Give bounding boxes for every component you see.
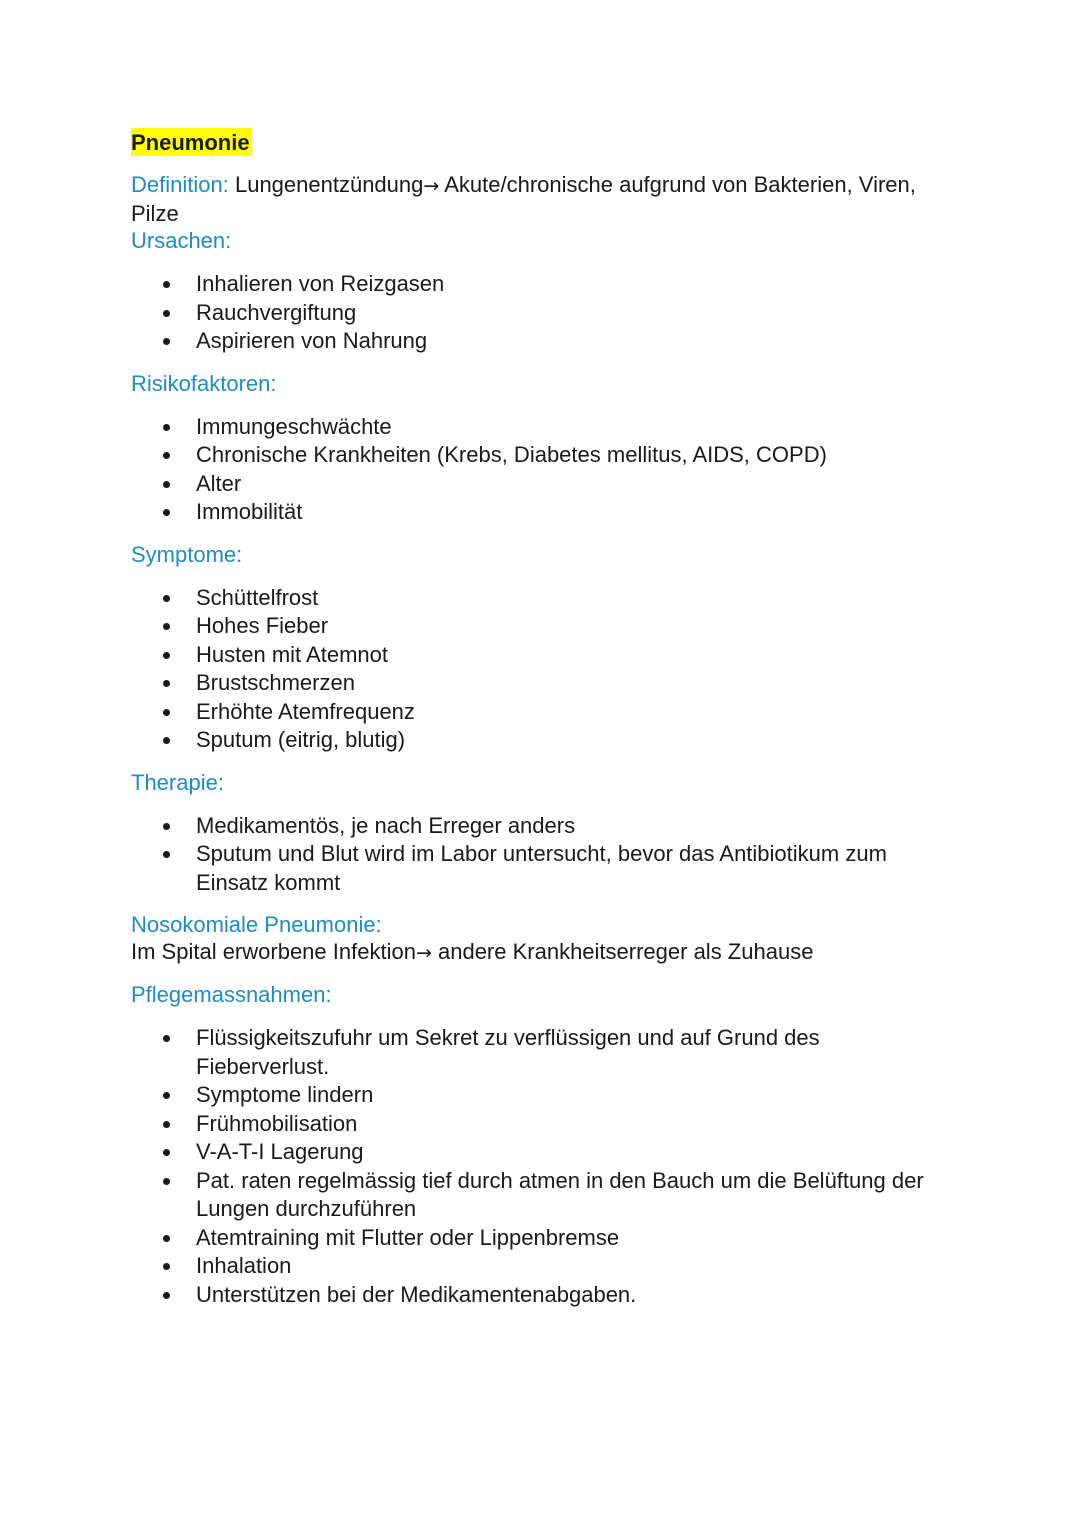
- list-item: [131, 299, 941, 328]
- bullet-icon: [163, 1149, 170, 1156]
- arrow-icon: →: [415, 942, 432, 964]
- list-item-text: Immobilität: [196, 499, 303, 524]
- list-item: [131, 327, 941, 356]
- bullet-icon: [163, 1292, 170, 1299]
- list-item-text: Aspirieren von Nahrung: [196, 328, 428, 353]
- list-item: [131, 1138, 941, 1167]
- list-item-text: Erhöhte Atemfrequenz: [196, 698, 415, 724]
- list-item: [131, 669, 941, 698]
- list-item: [131, 1024, 941, 1081]
- definition-text-after-arrow: Akute/chronische aufgrund von Bakterien, Viren, Pilze: [131, 172, 916, 226]
- list-item-text: Atemtraining mit Flutter oder Lippenbremse: [196, 1224, 620, 1250]
- list-item-text: Husten mit Atemnot: [196, 641, 388, 667]
- nosokomiale-heading: Nosokomiale Pneumonie:: [131, 912, 382, 937]
- list-item-text: Flüssigkeitszufuhr um Sekret zu verflüssigen und auf Grund des Fieberverlust.: [196, 1025, 820, 1079]
- bullet-icon: [163, 595, 170, 602]
- list-item: [131, 470, 941, 499]
- document-page: [131, 128, 941, 1323]
- definition-text-before-arrow: Lungenentzündung: [234, 172, 424, 197]
- arrow-icon: →: [423, 175, 440, 197]
- list-item: [131, 441, 941, 470]
- bullet-icon: [163, 509, 170, 516]
- list-item: [131, 1281, 941, 1310]
- bullet-icon: [163, 310, 170, 317]
- therapie-heading: Therapie:: [131, 769, 224, 795]
- bullet-icon: [163, 452, 170, 459]
- list-item: [131, 840, 941, 897]
- list-item: [131, 612, 941, 641]
- list-item-text: Brustschmerzen: [196, 670, 355, 695]
- bullet-icon: [163, 1092, 170, 1099]
- list-item: [131, 641, 941, 670]
- definition-label: Definition:: [131, 172, 229, 197]
- bullet-icon: [163, 1035, 170, 1042]
- list-item-text: Immungeschwächte: [196, 413, 392, 439]
- list-item-text: Chronische Krankheiten (Krebs, Diabetes mellitus, AIDS, COPD): [196, 442, 827, 467]
- bullet-icon: [163, 737, 170, 744]
- nosokomiale-text-after-arrow: andere Krankheitserreger als Zuhause: [437, 939, 814, 964]
- definition-line: [131, 171, 941, 227]
- list-item-text: Frühmobilisation: [196, 1110, 358, 1136]
- list-item-text: Alter: [196, 470, 242, 496]
- ursachen-heading: Ursachen:: [131, 228, 232, 253]
- nosokomiale-line: [131, 938, 941, 967]
- list-item: [131, 413, 941, 442]
- list-item-text: Rauchvergiftung: [196, 299, 357, 325]
- list-item-text: Schüttelfrost: [196, 584, 319, 610]
- bullet-icon: [163, 281, 170, 288]
- symptome-heading: Symptome:: [131, 541, 243, 567]
- risikofaktoren-heading: Risikofaktoren:: [131, 370, 277, 396]
- bullet-icon: [163, 623, 170, 630]
- risikofaktoren-list: [131, 413, 941, 527]
- list-item-text: Unterstützen bei der Medikamentenabgaben.: [196, 1281, 637, 1307]
- bullet-icon: [163, 1235, 170, 1242]
- list-item-text: V-A-T-I Lagerung: [196, 1139, 364, 1164]
- list-item: [131, 270, 941, 299]
- list-item-text: Hohes Fieber: [196, 613, 329, 638]
- bullet-icon: [163, 481, 170, 488]
- bullet-icon: [163, 652, 170, 659]
- pflegemassnahmen-list: [131, 1024, 941, 1309]
- list-item: [131, 584, 941, 613]
- list-item: [131, 1167, 941, 1224]
- document-title: Pneumonie: [131, 130, 250, 155]
- list-item: [131, 1224, 941, 1253]
- ursachen-list: [131, 270, 941, 356]
- bullet-icon: [163, 338, 170, 345]
- nosokomiale-text-before-arrow: Im Spital erworbene Infektion: [131, 939, 416, 964]
- list-item-text: Inhalation: [196, 1253, 292, 1278]
- symptome-list: [131, 584, 941, 755]
- list-item-text: Inhalieren von Reizgasen: [196, 271, 445, 296]
- bullet-icon: [163, 1121, 170, 1128]
- list-item-text: Medikamentös, je nach Erreger anders: [196, 812, 576, 838]
- list-item-text: Symptome lindern: [196, 1082, 374, 1107]
- list-item-text: Sputum und Blut wird im Labor untersucht, bevor das Antibiotikum zum Einsatz kommt: [196, 841, 887, 895]
- bullet-icon: [163, 680, 170, 687]
- list-item: [131, 726, 941, 755]
- bullet-icon: [163, 1178, 170, 1185]
- pflegemassnahmen-heading: Pflegemassnahmen:: [131, 982, 332, 1007]
- list-item: [131, 698, 941, 727]
- list-item: [131, 1081, 941, 1110]
- bullet-icon: [163, 709, 170, 716]
- therapie-list: [131, 812, 941, 898]
- list-item: [131, 498, 941, 527]
- bullet-icon: [163, 823, 170, 830]
- bullet-icon: [163, 851, 170, 858]
- list-item: [131, 1252, 941, 1281]
- list-item: [131, 1110, 941, 1139]
- list-item-text: Sputum (eitrig, blutig): [196, 727, 406, 752]
- bullet-icon: [163, 424, 170, 431]
- bullet-icon: [163, 1263, 170, 1270]
- list-item: [131, 812, 941, 841]
- list-item-text: Pat. raten regelmässig tief durch atmen in den Bauch um die Belüftung der Lungen durchzuführen: [196, 1167, 924, 1221]
